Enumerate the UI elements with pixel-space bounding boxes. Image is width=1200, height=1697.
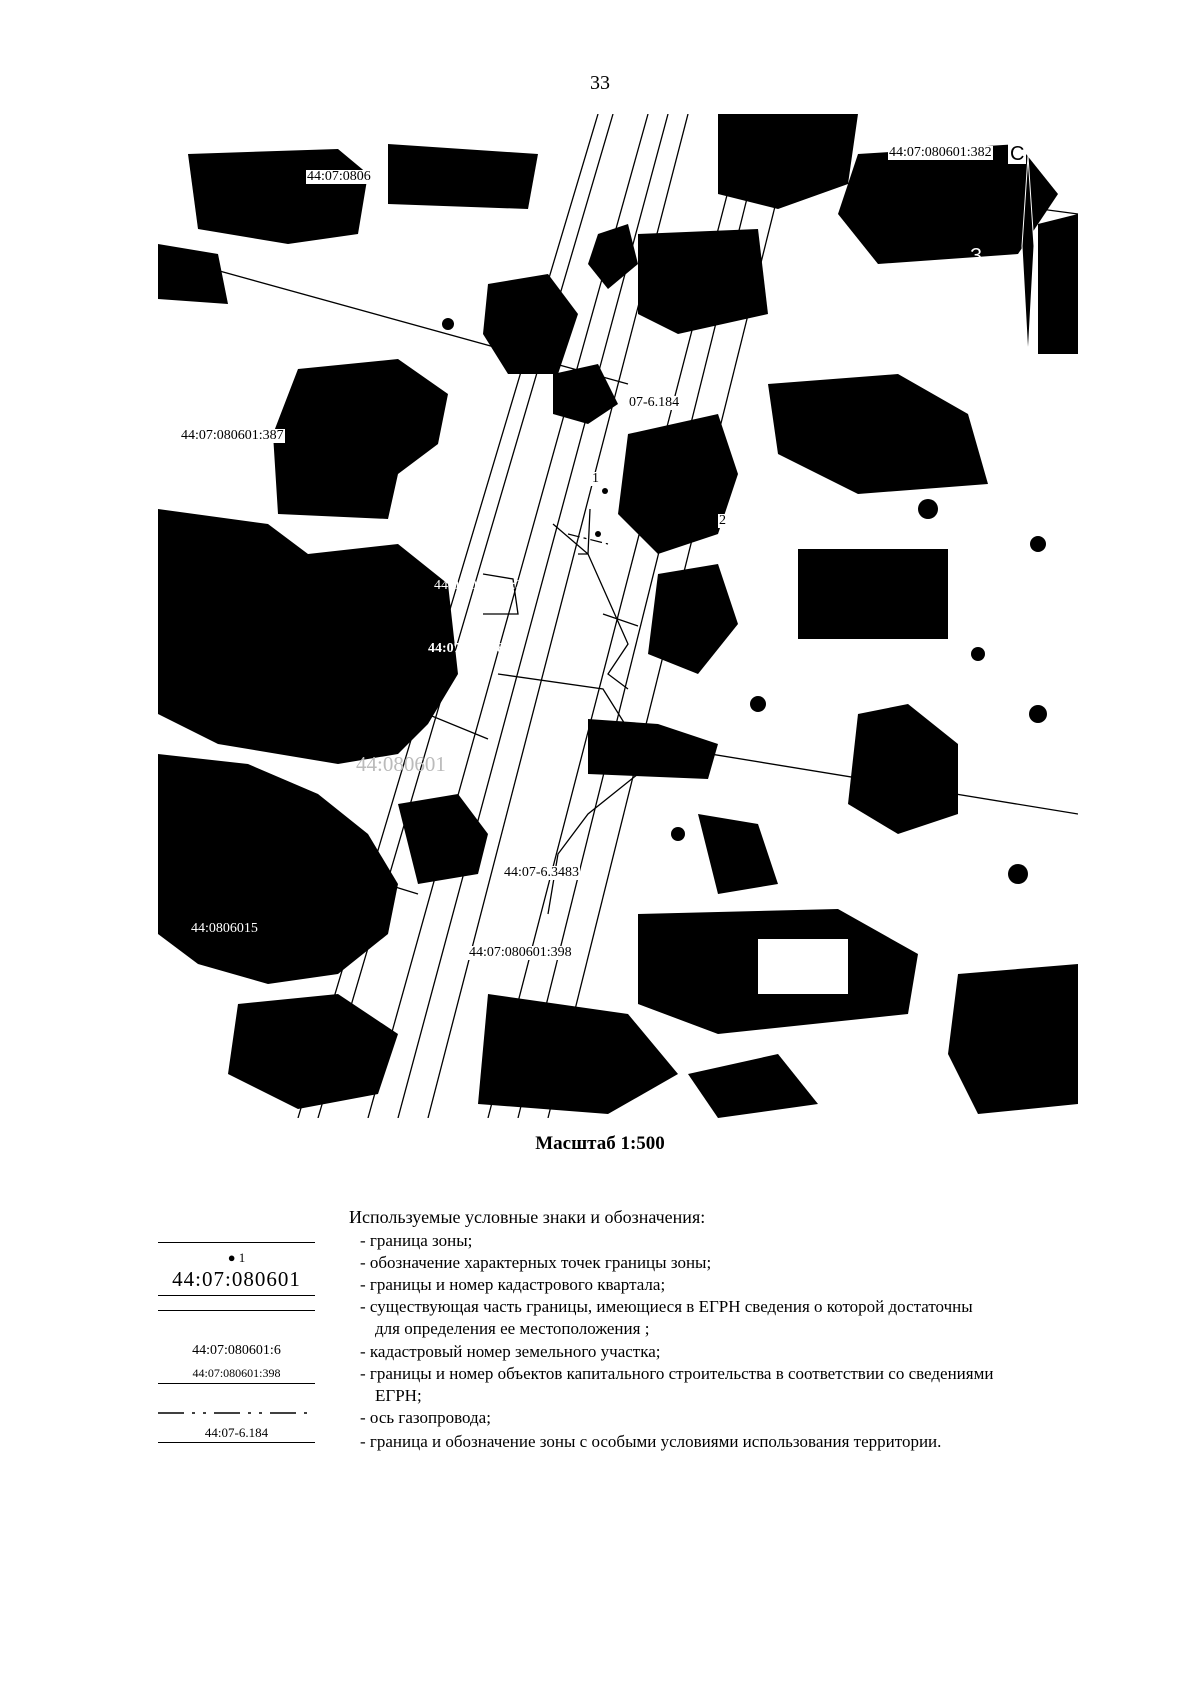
legend-item-special-zone: - граница и обозначение зоны с особыми условиями использования территории. (360, 1432, 942, 1451)
symbol-parcel-label: 44:07:080601:6 (192, 1343, 281, 1358)
legend-title: Используемые условные знаки и обозначения: (349, 1207, 706, 1227)
map-label-parcel-bottom-left: 44:0806015 (191, 921, 258, 936)
symbol-point-label: 1 (238, 1250, 246, 1265)
vegetation-blob (688, 1054, 818, 1118)
vegetation-spot (1029, 705, 1047, 723)
vegetation-blob (553, 364, 618, 424)
building-blob (588, 719, 718, 779)
gas-pipeline (483, 509, 638, 914)
symbol-building-line (158, 1383, 315, 1384)
legend-item-gas-axis: - ось газопровода; (360, 1408, 491, 1427)
symbol-zone-line (158, 1442, 315, 1443)
zone-point-2 (595, 531, 601, 537)
vegetation-blob (158, 509, 458, 764)
cadastral-map (158, 114, 1078, 1118)
vegetation-blob (648, 564, 738, 674)
symbol-building-label: 44:07:080601:398 (192, 1366, 281, 1380)
vegetation-blob (948, 964, 1078, 1114)
map-label-zone-3483: 44:07-6.3483 (504, 865, 580, 880)
map-label-parcel-387: 44:07:080601:387 (181, 428, 284, 443)
symbol-quarter-label: 44:07:080601 (172, 1267, 301, 1291)
map-graphics (158, 114, 1078, 1118)
map-label-zone-184: 07-6.184 (629, 395, 680, 410)
page-number: 33 (590, 72, 610, 94)
building-blob (273, 359, 448, 519)
vegetation-spot (918, 499, 938, 519)
map-label-point-2: 2 (719, 513, 726, 528)
vegetation-blob (228, 994, 398, 1109)
legend-item-parcel: - кадастровый номер земельного участка; (360, 1342, 661, 1361)
map-label-zone-1208: 44:07-6.1208 (428, 641, 504, 656)
vegetation-blob (618, 414, 738, 554)
building-blob (158, 244, 228, 304)
courtyard (758, 939, 848, 994)
north-arrow-icon (1008, 156, 1048, 356)
symbol-zone-label: 44:07-6.184 (204, 1425, 269, 1440)
vegetation-blob (158, 754, 398, 984)
symbol-point (158, 1251, 315, 1264)
vegetation-spot (971, 647, 985, 661)
map-label-parcel-382: 44:07:080601:382 (889, 145, 992, 160)
legend-item-quarter: - границы и номер кадастрового квартала; (360, 1275, 666, 1294)
building-blob (798, 549, 948, 639)
vegetation-spot (671, 827, 685, 841)
legend-item-existing-border: - существующая часть границы, имеющиеся в ЕГРН сведения о которой достаточны (360, 1297, 973, 1316)
compass-west-label: З (970, 245, 983, 267)
vegetation-spot (442, 318, 454, 330)
legend-item-points: - обозначение характерных точек границы зоны; (360, 1253, 712, 1272)
building-blob (718, 114, 858, 209)
symbol-quarter-line (158, 1295, 315, 1296)
vegetation-blob (483, 274, 578, 374)
map-label-parcel-396: 44:07:080601:396 (434, 578, 537, 593)
vegetation-spot (210, 186, 226, 202)
vegetation-blob (848, 704, 958, 834)
vegetation-spot (750, 696, 766, 712)
vegetation-blob (588, 224, 638, 289)
vegetation-blob (698, 814, 778, 894)
vegetation-blob (398, 794, 488, 884)
symbol-existing-border (158, 1310, 315, 1311)
symbol-zone-border (158, 1242, 315, 1243)
legend-item-zone-border: - граница зоны; (360, 1231, 473, 1250)
map-label-parcel-398: 44:07:080601:398 (469, 945, 572, 960)
legend-item-buildings: - границы и номер объектов капитального строительства в соответствии со сведениями (360, 1364, 994, 1383)
legend-item-buildings-cont: ЕГРН; (375, 1386, 422, 1405)
building-blob (638, 229, 768, 334)
compass-south-label: ЮГ (998, 379, 1030, 401)
building-blob (768, 374, 988, 494)
map-label-point-1: 1 (592, 471, 599, 486)
building-blob (388, 144, 538, 209)
compass-north-label: С (1010, 143, 1025, 165)
vegetation-spot (1008, 864, 1028, 884)
map-label-parcel-top-left: 44:07:0806 (307, 169, 371, 184)
vegetation-spot (1030, 536, 1046, 552)
point-dot-icon: ● (227, 1250, 236, 1265)
legend-item-existing-border-cont: для определения ее местоположения ; (375, 1319, 650, 1338)
symbol-gas-axis (158, 1410, 315, 1416)
map-scale: Масштаб 1:500 (535, 1133, 665, 1154)
vegetation-blob (478, 994, 678, 1114)
map-label-quarter: 44:080601 (356, 752, 446, 776)
zone-point-1 (602, 488, 608, 494)
